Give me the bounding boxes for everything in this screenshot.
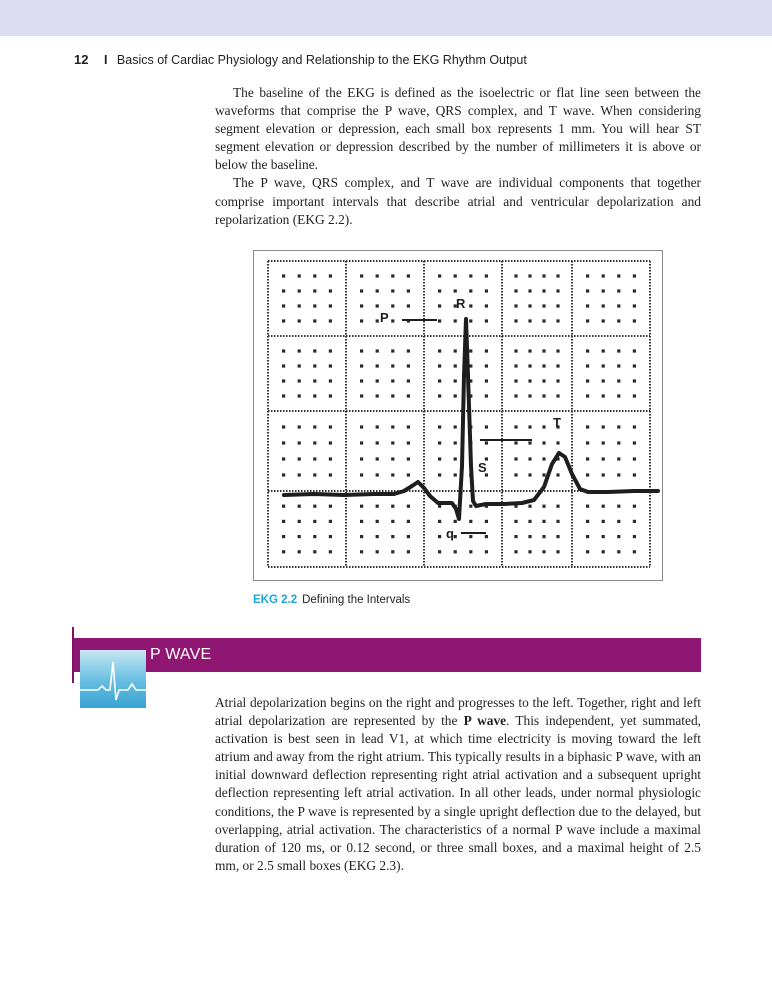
pwave-text-part-1: Atrial depolarization begins on the right and progresses to the left. Together, right and left atrial depolarization are represented by the <box>215 695 701 729</box>
label-r: R <box>456 296 466 311</box>
label-p: P <box>380 310 389 325</box>
caption-text: Defining the Intervals <box>302 594 411 606</box>
pwave-bold-term: P wave <box>463 713 507 729</box>
top-color-band <box>0 0 772 36</box>
intro-paragraph-2: The P wave, QRS complex, and T wave are individual components that together comprise important intervals that describe atrial and ventricular depolarization and repolarization (EKG 2.2). <box>215 175 701 227</box>
label-s: S <box>478 460 487 475</box>
label-q: q <box>446 526 454 541</box>
ekg-strip-svg <box>254 251 664 582</box>
ekg-figure <box>253 250 663 581</box>
page-number: 12 <box>74 52 89 67</box>
intro-text <box>215 84 701 229</box>
pwave-text <box>215 694 701 875</box>
intro-paragraph-1: The baseline of the EKG is defined as the isoelectric or flat line seen between the waveforms that comprise the P wave, QRS complex, and T wave. When considering segment elevation or depression, each small box represents 1 mm. You will hear ST segment elevation or depression described by the number of millimeters it is above or below the baseline. <box>215 85 701 173</box>
ekg-waveform <box>284 319 658 519</box>
running-title: Basics of Cardiac Physiology and Relationship to the EKG Rhythm Output <box>116 53 527 67</box>
pwave-paragraph <box>215 694 701 875</box>
figure-caption <box>253 594 410 606</box>
caption-tag: EKG 2.2 <box>253 594 298 606</box>
pwave-text-part-2: . This independent, yet summated, activation is best seen in lead V1, at which time electricity is moving toward the left atrium and away from the right atrium. This typically results in a biphasic P wave, with an initial downward deflection representing right atrial activation and a subsequent upright deflection representing left atrial activation. In all other leads, under normal physiologic conditions, the P wave is represented by a single upright deflection due to the delayed, but overlapping, atrial activation. The characteristics of a normal P wave include a maximal duration of 120 ms, or 0.12 second, or three small boxes, and a maximal height of 2.5 mm, or 2.5 small boxes (EKG 2.3). <box>215 713 702 873</box>
section-title: P WAVE <box>150 646 212 663</box>
header-separator: I <box>103 53 108 67</box>
ekg-heartbeat-icon <box>80 650 146 708</box>
running-header <box>74 52 734 70</box>
label-t: T <box>553 415 561 430</box>
